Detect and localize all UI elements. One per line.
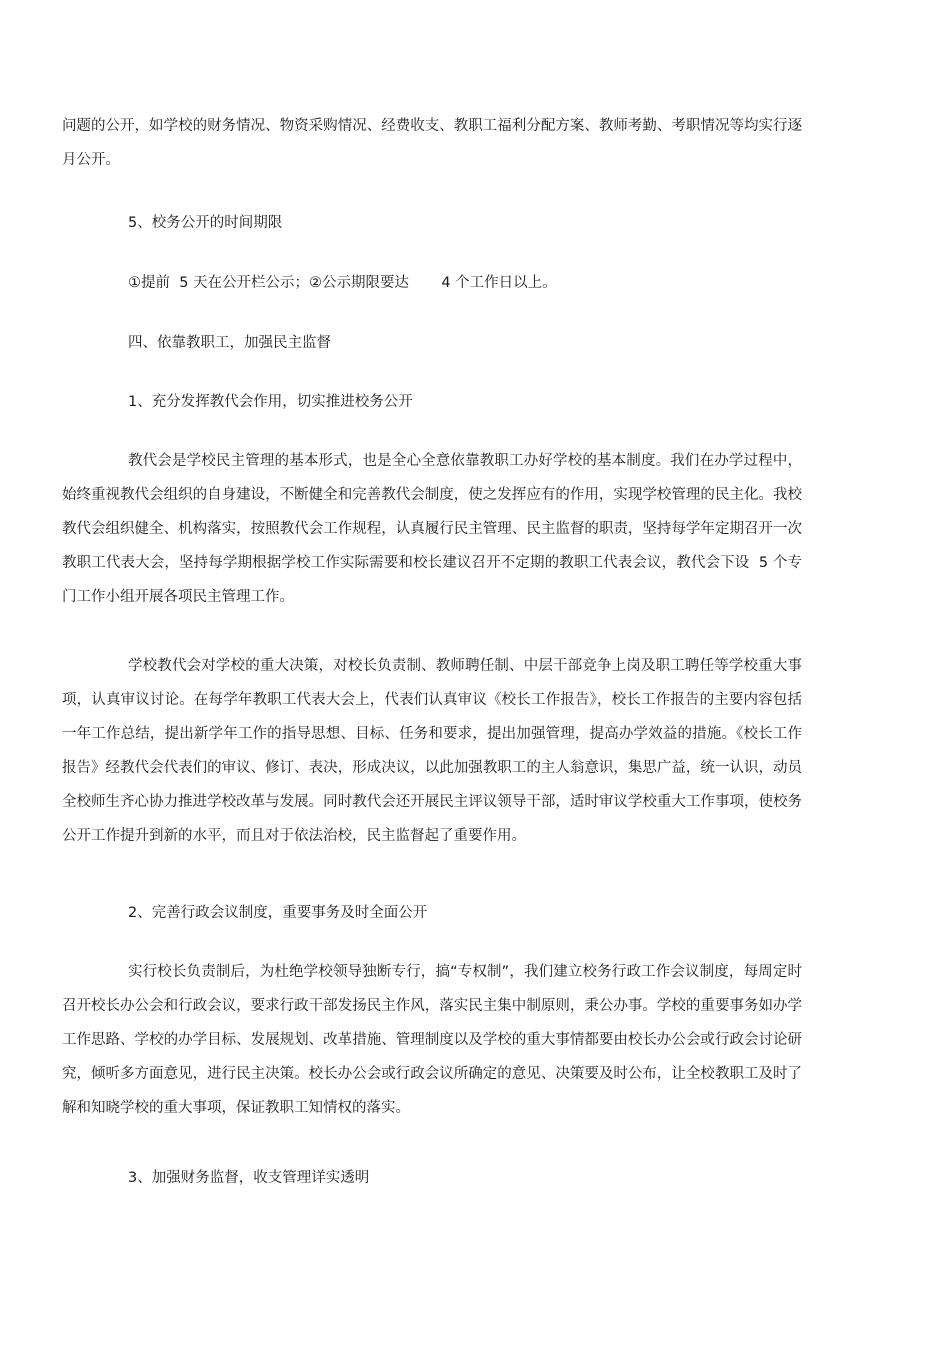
paragraph-staff-congress-basics: 教代会是学校民主管理的基本形式，也是全心全意依靠教职工办好学校的基本制度。我们在办学过程中，始终重视教代会组织的自身建设，不断健全和完善教代会制度，使之发挥应有的作用，实现学校管理的民主化。我校教代会组织健全、机构落实，按照教代会工作规程，认真履行民主管理、民主监督的职责，坚持每学年定期召开一次教职工代表大会，坚持每学期根据学校工作实际需要和校长建议召开不定期的教职工代表会议，教代会下设 5 个专门工作小组开展各项民主管理工作。: [62, 453, 802, 605]
paragraph-public-items: 问题的公开，如学校的财务情况、物资采购情况、经费收支、教职工福利分配方案、教师考勤、考职情况等均实行逐月公开。: [62, 118, 802, 168]
heading-rely-on-staff: 四、依靠教职工，加强民主监督: [128, 335, 331, 351]
heading-time-limit: 5、校务公开的时间期限: [128, 215, 283, 231]
paragraph-admin-meeting: 实行校长负责制后，为杜绝学校领导独断专行，搞“专权制”，我们建立校务行政工作会议制度，每周定时召开校长办公会和行政会议，要求行政干部发扬民主作风，落实民主集中制原则，秉公办事。学校的重要事务如办学工作思路、学校的办学目标、发展规划、改革措施、管理制度以及学校的重大事情都要由校长办公会或行政会讨论研究，倾听多方面意见，进行民主决策。校长办公会或行政会议所确定的意见、决策要及时公布，让全校教职工及时了解和知晓学校的重大事项，保证教职工知情权的落实。: [62, 964, 802, 1116]
paragraph-time-limit: ①提前 5 天在公开栏公示；②公示期限要达 4 个工作日以上。: [128, 275, 557, 291]
heading-admin-meeting: 2、完善行政会议制度，重要事务及时全面公开: [128, 905, 428, 921]
heading-finance-supervision: 3、加强财务监督，收支管理详实透明: [128, 1170, 370, 1186]
heading-staff-congress: 1、充分发挥教代会作用，切实推进校务公开: [128, 394, 413, 410]
paragraph-staff-congress-decisions: 学校教代会对学校的重大决策，对校长负责制、教师聘任制、中层干部竞争上岗及职工聘任等学校重大事项，认真审议讨论。在每学年教职工代表大会上，代表们认真审议《校长工作报告》，校长工作报告的主要内容包括一年工作总结，提出新学年工作的指导思想、目标、任务和要求，提出加强管理，提高办学效益的措施。《校长工作报告》经教代会代表们的审议、修订、表决，形成决议，以此加强教职工的主人翁意识，集思广益，统一认识，动员全校师生齐心协力推进学校改革与发展。同时教代会还开展民主评议领导干部，适时审议学校重大工作事项，使校务公开工作提升到新的水平，而且对于依法治校，民主监督起了重要作用。: [62, 658, 802, 844]
